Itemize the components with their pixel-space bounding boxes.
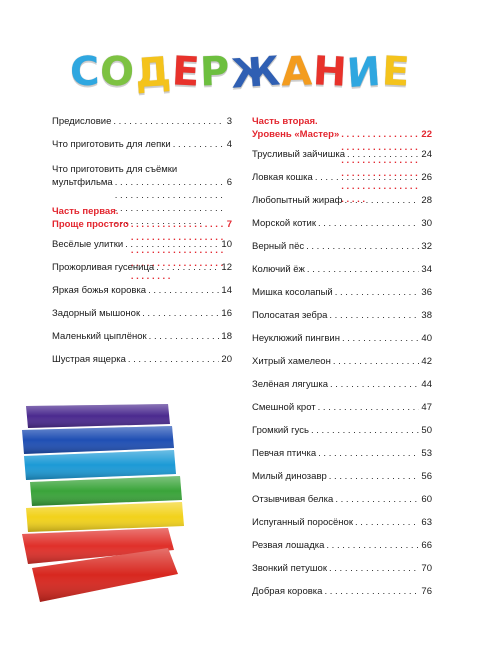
toc-entry-title: Неуклюжий пингвин — [252, 333, 340, 344]
toc-page-number: 20 — [221, 354, 232, 365]
toc-entry-title: Колючий ёж — [252, 264, 305, 275]
clay-bar-green — [30, 476, 182, 506]
toc-entry[interactable] — [52, 353, 232, 366]
toc-entry[interactable] — [252, 493, 432, 506]
title-letter: О — [99, 48, 137, 96]
clay-bar-yellow — [26, 502, 184, 532]
toc-entry-title: Шустрая ящерка — [52, 354, 126, 365]
toc-entry-title: Испуганный поросёнок — [252, 517, 353, 528]
toc-entry[interactable] — [252, 401, 432, 414]
toc-entry[interactable] — [252, 148, 432, 161]
toc-entry[interactable] — [252, 194, 432, 207]
toc-dot-leader — [318, 401, 420, 414]
toc-entry-title: Маленький цыплёнок — [52, 331, 147, 342]
title-letter: Д — [133, 48, 174, 98]
toc-entry[interactable] — [252, 562, 432, 575]
toc-entry-title: Морской котик — [252, 218, 316, 229]
plasticine-stack-image — [18, 398, 196, 620]
toc-page-number: 66 — [421, 540, 432, 551]
toc-entry[interactable] — [252, 424, 432, 437]
toc-entry[interactable] — [252, 516, 432, 529]
toc-entry-title: Прожорливая гусеница — [52, 262, 155, 273]
toc-entry-title: Певчая птичка — [252, 448, 317, 459]
toc-entry[interactable] — [252, 355, 432, 368]
toc-entry-title: Звонкий петушок — [252, 563, 327, 574]
toc-dot-leader — [113, 115, 224, 128]
title-letter: С — [69, 48, 102, 96]
toc-page-number: 24 — [421, 149, 432, 160]
toc-entry[interactable] — [252, 309, 432, 322]
toc-dot-leader — [149, 330, 220, 343]
toc-entry[interactable] — [52, 261, 232, 274]
toc-dot-leader — [311, 424, 419, 437]
toc-entry[interactable] — [252, 447, 432, 460]
toc-entry[interactable] — [52, 115, 232, 128]
toc-page-number: 32 — [421, 241, 432, 252]
clay-bar-blue — [22, 426, 174, 454]
title-letter: И — [345, 48, 384, 98]
toc-page-number: 16 — [221, 308, 232, 319]
toc-entry-title-line2: мультфильма — [52, 177, 113, 188]
toc-entry[interactable] — [252, 286, 432, 299]
toc-entry-title-line1: Часть вторая. — [252, 116, 318, 127]
toc-entry-title: Добрая коровка — [252, 586, 323, 597]
toc-dot-leader — [342, 332, 419, 345]
clay-bar-violet — [26, 404, 170, 428]
toc-entry[interactable] — [252, 378, 432, 391]
toc-dot-leader — [344, 194, 419, 207]
toc-entry-title: Яркая божья коровка — [52, 285, 147, 296]
toc-dot-leader — [318, 447, 419, 460]
toc-dot-leader — [347, 148, 419, 161]
toc-page-number: 76 — [421, 586, 432, 597]
title-letter: Е — [380, 48, 412, 96]
toc-entry[interactable] — [52, 284, 232, 297]
toc-dot-leader — [324, 585, 419, 598]
toc-entry-title-line1: Что приготовить для съёмки — [52, 164, 178, 175]
toc-entry-title: Трусливый зайчишка — [252, 149, 345, 160]
toc-entry-title: Предисловие — [52, 116, 112, 127]
toc-entry[interactable] — [52, 238, 232, 251]
toc-page-number: 30 — [421, 218, 432, 229]
toc-entry[interactable] — [252, 470, 432, 483]
toc-entry-title: Милый динозавр — [252, 471, 327, 482]
toc-dot-leader — [315, 171, 420, 184]
toc-dot-leader — [330, 378, 419, 391]
toc-entry-title: Что приготовить для лепки — [52, 139, 171, 150]
toc-page-number: 56 — [421, 471, 432, 482]
toc-entry-title: Смешной крот — [252, 402, 316, 413]
toc-dot-leader — [307, 263, 420, 276]
toc-entry[interactable] — [52, 330, 232, 343]
toc-dot-leader — [335, 286, 420, 299]
toc-page-number: 3 — [226, 116, 232, 127]
toc-page-number: 28 — [421, 195, 432, 206]
toc-entry-title: Верный пёс — [252, 241, 305, 252]
toc-entry-title: Резвая лошадка — [252, 540, 325, 551]
toc-dot-leader — [329, 309, 419, 322]
toc-entry[interactable] — [252, 240, 432, 253]
page-title — [0, 48, 480, 96]
toc-dot-leader — [326, 539, 419, 552]
clay-bar-cyan — [24, 450, 176, 480]
toc-page-number: 38 — [421, 310, 432, 321]
toc-entry-title-line1: Часть первая. — [52, 206, 119, 217]
toc-page-number: 50 — [421, 425, 432, 436]
toc-dot-leader — [173, 138, 225, 151]
toc-entry-title: Полосатая зебра — [252, 310, 328, 321]
toc-page-number: 4 — [226, 139, 232, 150]
toc-page-number: 12 — [221, 262, 232, 273]
toc-page-number: 34 — [421, 264, 432, 275]
toc-page-number: 22 — [421, 129, 432, 140]
toc-entry-title: Громкий гусь — [252, 425, 309, 436]
toc-dot-leader — [142, 307, 219, 320]
toc-entry-title: Зелёная лягушка — [252, 379, 329, 390]
toc-page-number: 36 — [421, 287, 432, 298]
toc-entry-title: Хитрый хамелеон — [252, 356, 331, 367]
toc-page-number: 60 — [421, 494, 432, 505]
toc-entry-title-line2: Уровень «Мастер» — [252, 129, 340, 140]
toc-dot-leader — [148, 284, 219, 297]
title-letter: Ж — [229, 48, 283, 98]
toc-dot-leader — [335, 493, 419, 506]
toc-entry[interactable] — [252, 171, 432, 184]
title-letter: А — [279, 48, 314, 96]
toc-page-number: 10 — [221, 239, 232, 250]
toc-dot-leader — [156, 261, 219, 274]
toc-page-number: 42 — [421, 356, 432, 367]
toc-entry-title: Отзывчивая белка — [252, 494, 334, 505]
toc-entry-title: Мишка косолапый — [252, 287, 333, 298]
toc-entry-title: Любопытный жираф — [252, 195, 343, 206]
toc-dot-leader — [125, 238, 219, 251]
toc-entry[interactable] — [252, 263, 432, 276]
toc-entry[interactable] — [252, 217, 432, 230]
toc-page-number: 47 — [421, 402, 432, 413]
toc-entry-title: Задорный мышонок — [52, 308, 141, 319]
toc-page-number: 26 — [421, 172, 432, 183]
toc-page-number: 70 — [421, 563, 432, 574]
title-letter: Е — [170, 48, 202, 96]
toc-dot-leader — [329, 562, 419, 575]
toc-entry[interactable] — [52, 138, 232, 151]
toc-page-number: 63 — [421, 517, 432, 528]
toc-page-number: 6 — [226, 177, 232, 188]
toc-entry-title: Ловкая кошка — [252, 172, 313, 183]
toc-page-number: 14 — [221, 285, 232, 296]
toc-page-number: 53 — [421, 448, 432, 459]
toc-page-number: 44 — [421, 379, 432, 390]
toc-dot-leader — [306, 240, 419, 253]
toc-dot-leader — [128, 353, 220, 366]
toc-entry[interactable] — [252, 585, 432, 598]
toc-page-number: 18 — [221, 331, 232, 342]
toc-entry[interactable] — [252, 332, 432, 345]
toc-dot-leader — [329, 470, 420, 483]
toc-entry-title: Весёлые улитки — [52, 239, 124, 250]
toc-page-number: 40 — [421, 333, 432, 344]
toc-dot-leader — [318, 217, 419, 230]
toc-dot-leader — [333, 355, 420, 368]
toc-entry[interactable] — [252, 539, 432, 552]
toc-dot-leader — [355, 516, 419, 529]
toc-page-number: 7 — [226, 219, 232, 230]
title-letter: Р — [199, 48, 232, 96]
toc-entry[interactable] — [52, 307, 232, 320]
toc-entry-title-line2: Проще простого — [52, 219, 129, 230]
title-letter: Н — [311, 48, 349, 96]
